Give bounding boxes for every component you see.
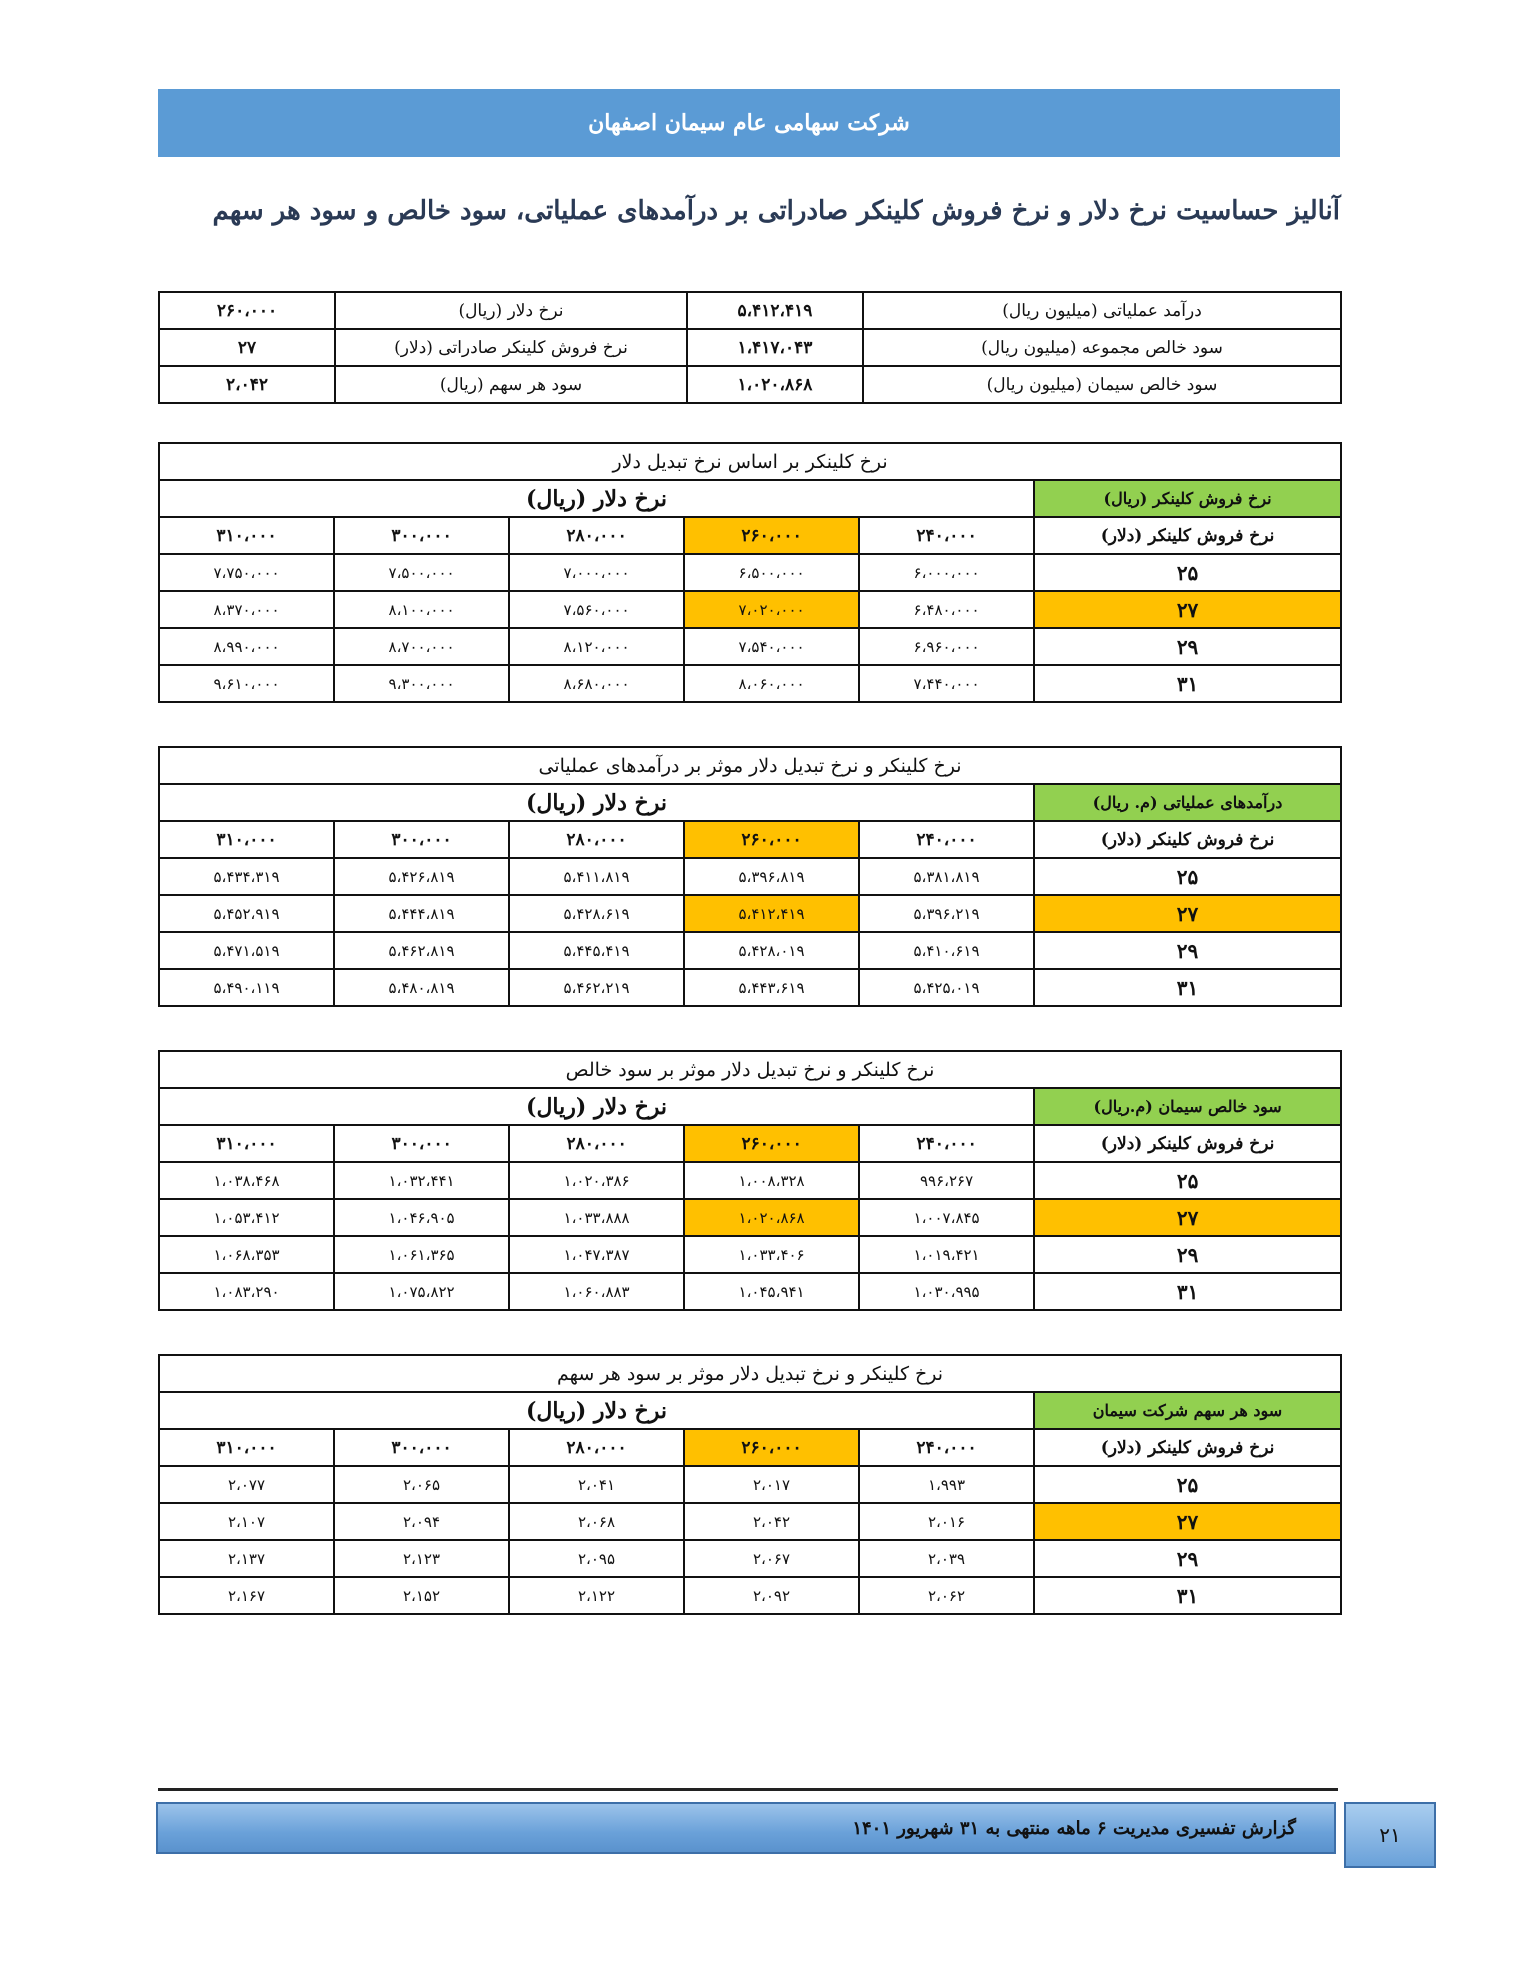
table-cell: ۱،۰۳۳،۸۸۸ [509,1199,684,1236]
row-label: ۲۹ [1034,932,1341,969]
table-cell: ۵،۳۸۱،۸۱۹ [859,858,1034,895]
table-cell: ۵،۴۲۵،۰۱۹ [859,969,1034,1006]
company-header [158,89,1340,157]
table-cell: ۲،۱۵۲ [334,1577,509,1614]
table-cell: ۵،۴۴۵،۴۱۹ [509,932,684,969]
table-cell: ۱،۰۰۸،۳۲۸ [684,1162,859,1199]
row-axis-label: نرخ فروش کلینکر (دلار) [1034,517,1341,554]
table-cell: ۵،۴۳۴،۳۱۹ [159,858,334,895]
row-label: ۲۷ [1034,591,1341,628]
column-header-row [159,1429,1341,1466]
table-title: نرخ کلینکر و نرخ تبدیل دلار موثر بر درآمدهای عملیاتی [159,747,1341,784]
table-cell: ۵،۴۱۰،۶۱۹ [859,932,1034,969]
summary-label: سود خالص سیمان (میلیون ریال) [863,366,1341,403]
table-cell: ۶،۹۶۰،۰۰۰ [859,628,1034,665]
column-header-row [159,1125,1341,1162]
table-cell: ۲،۰۴۱ [509,1466,684,1503]
base-case-cell: ۷،۰۲۰،۰۰۰ [684,591,859,628]
column-header: ۳۰۰،۰۰۰ [334,517,509,554]
summary-value: ۱،۴۱۷،۰۴۳ [687,329,863,366]
table-row-base [159,591,1341,628]
table-cell: ۲،۰۳۹ [859,1540,1034,1577]
column-header-base: ۲۶۰،۰۰۰ [684,1429,859,1466]
table-cell: ۲،۰۹۵ [509,1540,684,1577]
table-cell: ۵،۴۴۳،۶۱۹ [684,969,859,1006]
table-cell: ۱،۰۳۲،۴۴۱ [334,1162,509,1199]
table-cell: ۱،۹۹۳ [859,1466,1034,1503]
table-cell: ۱،۰۲۰،۳۸۶ [509,1162,684,1199]
table-cell: ۱،۰۷۵،۸۲۲ [334,1273,509,1310]
table-cell: ۷،۵۰۰،۰۰۰ [334,554,509,591]
table-cell: ۶،۰۰۰،۰۰۰ [859,554,1034,591]
row-label: ۲۹ [1034,628,1341,665]
row-label: ۲۵ [1034,1162,1341,1199]
column-header: ۳۰۰،۰۰۰ [334,1125,509,1162]
table-cell: ۱،۰۴۵،۹۴۱ [684,1273,859,1310]
column-header: ۳۱۰،۰۰۰ [159,1429,334,1466]
table-row [159,1273,1341,1310]
row-axis-label: نرخ فروش کلینکر (دلار) [1034,1125,1341,1162]
table-cell: ۵،۴۷۱،۵۱۹ [159,932,334,969]
summary-label: نرخ فروش کلینکر صادراتی (دلار) [335,329,687,366]
table-title: نرخ کلینکر و نرخ تبدیل دلار موثر بر سود هر سهم [159,1355,1341,1392]
summary-value: ۲۷ [159,329,335,366]
table-cell: ۲،۱۰۷ [159,1503,334,1540]
summary-row [159,329,1341,366]
table-cell: ۱،۰۳۰،۹۹۵ [859,1273,1034,1310]
summary-label: سود خالص مجموعه (میلیون ریال) [863,329,1341,366]
table-row [159,665,1341,702]
row-label: ۲۵ [1034,1466,1341,1503]
summary-value: ۲۶۰،۰۰۰ [159,292,335,329]
column-header: ۳۱۰،۰۰۰ [159,1125,334,1162]
table-cell: ۹،۳۰۰،۰۰۰ [334,665,509,702]
summary-row [159,366,1341,403]
base-case-cell: ۲،۰۴۲ [684,1503,859,1540]
table-cell: ۱،۰۱۹،۴۲۱ [859,1236,1034,1273]
table-title: نرخ کلینکر و نرخ تبدیل دلار موثر بر سود خالص [159,1051,1341,1088]
page-number: ۲۱ [1379,1823,1401,1847]
table-cell: ۵،۴۶۲،۸۱۹ [334,932,509,969]
table-row-base [159,1199,1341,1236]
column-header: ۲۴۰،۰۰۰ [859,821,1034,858]
table-row [159,932,1341,969]
corner-label: نرخ فروش کلینکر (ریال) [1034,480,1341,517]
summary-table [158,291,1342,404]
column-header: ۳۱۰،۰۰۰ [159,821,334,858]
table-cell: ۵،۴۹۰،۱۱۹ [159,969,334,1006]
table-cell: ۸،۹۹۰،۰۰۰ [159,628,334,665]
row-label: ۲۵ [1034,554,1341,591]
table-row [159,858,1341,895]
table-cell: ۶،۴۸۰،۰۰۰ [859,591,1034,628]
row-label: ۲۷ [1034,895,1341,932]
table-cell: ۸،۷۰۰،۰۰۰ [334,628,509,665]
summary-value: ۱،۰۲۰،۸۶۸ [687,366,863,403]
table-cell: ۱،۰۴۷،۳۸۷ [509,1236,684,1273]
table-row [159,1540,1341,1577]
dollar-rate-label: نرخ دلار (ریال) [159,480,1034,517]
row-label: ۲۷ [1034,1199,1341,1236]
table-cell: ۵،۴۱۱،۸۱۹ [509,858,684,895]
table-cell: ۲،۰۱۶ [859,1503,1034,1540]
column-header: ۲۴۰،۰۰۰ [859,517,1034,554]
table-cell: ۵،۳۹۶،۸۱۹ [684,858,859,895]
table-cell: ۱،۰۶۱،۳۶۵ [334,1236,509,1273]
table-row [159,1162,1341,1199]
row-label: ۳۱ [1034,969,1341,1006]
table-cell: ۱،۰۶۰،۸۸۳ [509,1273,684,1310]
column-header-row [159,821,1341,858]
footer-divider [158,1788,1338,1791]
table-cell: ۵،۴۲۶،۸۱۹ [334,858,509,895]
table-cell: ۷،۷۵۰،۰۰۰ [159,554,334,591]
table-row [159,969,1341,1006]
table-cell: ۷،۵۴۰،۰۰۰ [684,628,859,665]
table-cell: ۱،۰۸۳،۲۹۰ [159,1273,334,1310]
table-cell: ۸،۶۸۰،۰۰۰ [509,665,684,702]
table-cell: ۷،۵۶۰،۰۰۰ [509,591,684,628]
table-row-base [159,895,1341,932]
table-cell: ۵،۴۶۲،۲۱۹ [509,969,684,1006]
table-cell: ۵،۴۸۰،۸۱۹ [334,969,509,1006]
page-title: آنالیز حساسیت نرخ دلار و نرخ فروش کلینکر صادراتی بر درآمدهای عملیاتی، سود خالص و سود هر سهم [212,196,1340,226]
table-cell: ۲،۰۶۷ [684,1540,859,1577]
table-cell: ۹۹۶،۲۶۷ [859,1162,1034,1199]
column-header: ۲۸۰،۰۰۰ [509,1125,684,1162]
base-case-cell: ۵،۴۱۲،۴۱۹ [684,895,859,932]
column-header: ۲۸۰،۰۰۰ [509,1429,684,1466]
dollar-rate-label: نرخ دلار (ریال) [159,1088,1034,1125]
column-header: ۲۴۰،۰۰۰ [859,1125,1034,1162]
corner-label: سود هر سهم شرکت سیمان [1034,1392,1341,1429]
footer-bar [156,1802,1336,1854]
row-axis-label: نرخ فروش کلینکر (دلار) [1034,821,1341,858]
footer-report-title: گزارش تفسیری مدیریت ۶ ماهه منتهی به ۳۱ شهریور ۱۴۰۱ [852,1817,1296,1839]
table-cell: ۲،۰۶۵ [334,1466,509,1503]
table-row [159,1577,1341,1614]
table-cell: ۲،۱۲۳ [334,1540,509,1577]
table-cell: ۵،۳۹۶،۲۱۹ [859,895,1034,932]
column-header: ۳۰۰،۰۰۰ [334,821,509,858]
table-cell: ۱،۰۶۸،۳۵۳ [159,1236,334,1273]
table-cell: ۱،۰۳۳،۴۰۶ [684,1236,859,1273]
column-header-row [159,517,1341,554]
summary-row [159,292,1341,329]
column-header: ۳۱۰،۰۰۰ [159,517,334,554]
column-header: ۳۰۰،۰۰۰ [334,1429,509,1466]
operating-revenue-table [158,746,1342,1007]
column-header: ۲۸۰،۰۰۰ [509,517,684,554]
row-label: ۲۷ [1034,1503,1341,1540]
table-row [159,628,1341,665]
page-number-box [1344,1802,1436,1868]
summary-label: نرخ دلار (ریال) [335,292,687,329]
corner-label: سود خالص سیمان (م.ریال) [1034,1088,1341,1125]
table-row [159,554,1341,591]
row-axis-label: نرخ فروش کلینکر (دلار) [1034,1429,1341,1466]
summary-value: ۵،۴۱۲،۴۱۹ [687,292,863,329]
table-cell: ۱،۰۰۷،۸۴۵ [859,1199,1034,1236]
table-cell: ۲،۱۳۷ [159,1540,334,1577]
table-title: نرخ کلینکر بر اساس نرخ تبدیل دلار [159,443,1341,480]
table-cell: ۲،۰۷۷ [159,1466,334,1503]
column-header: ۲۴۰،۰۰۰ [859,1429,1034,1466]
table-cell: ۶،۵۰۰،۰۰۰ [684,554,859,591]
row-label: ۳۱ [1034,665,1341,702]
column-header-base: ۲۶۰،۰۰۰ [684,821,859,858]
table-cell: ۵،۴۵۲،۹۱۹ [159,895,334,932]
clinker-rate-table [158,442,1342,703]
table-cell: ۸،۳۷۰،۰۰۰ [159,591,334,628]
table-cell: ۵،۴۴۴،۸۱۹ [334,895,509,932]
table-cell: ۵،۴۲۸،۰۱۹ [684,932,859,969]
corner-label: درآمدهای عملیاتی (م. ریال) [1034,784,1341,821]
summary-label: درآمد عملیاتی (میلیون ریال) [863,292,1341,329]
summary-label: سود هر سهم (ریال) [335,366,687,403]
summary-value: ۲،۰۴۲ [159,366,335,403]
table-row [159,1466,1341,1503]
base-case-cell: ۱،۰۲۰،۸۶۸ [684,1199,859,1236]
table-row-base [159,1503,1341,1540]
table-cell: ۲،۰۹۲ [684,1577,859,1614]
table-cell: ۵،۴۲۸،۶۱۹ [509,895,684,932]
table-cell: ۲،۰۶۸ [509,1503,684,1540]
row-label: ۳۱ [1034,1577,1341,1614]
table-cell: ۱،۰۵۳،۴۱۲ [159,1199,334,1236]
table-cell: ۸،۱۲۰،۰۰۰ [509,628,684,665]
dollar-rate-label: نرخ دلار (ریال) [159,1392,1034,1429]
table-cell: ۲،۱۲۲ [509,1577,684,1614]
row-label: ۲۹ [1034,1236,1341,1273]
dollar-rate-label: نرخ دلار (ریال) [159,784,1034,821]
row-label: ۳۱ [1034,1273,1341,1310]
table-cell: ۷،۴۴۰،۰۰۰ [859,665,1034,702]
row-label: ۲۵ [1034,858,1341,895]
table-cell: ۲،۱۶۷ [159,1577,334,1614]
column-header-base: ۲۶۰،۰۰۰ [684,517,859,554]
table-cell: ۲،۰۱۷ [684,1466,859,1503]
table-cell: ۲،۰۹۴ [334,1503,509,1540]
company-name: شرکت سهامی عام سیمان اصفهان [588,110,910,136]
table-cell: ۷،۰۰۰،۰۰۰ [509,554,684,591]
table-cell: ۹،۶۱۰،۰۰۰ [159,665,334,702]
table-cell: ۸،۱۰۰،۰۰۰ [334,591,509,628]
net-profit-table [158,1050,1342,1311]
table-cell: ۲،۰۶۲ [859,1577,1034,1614]
row-label: ۲۹ [1034,1540,1341,1577]
column-header-base: ۲۶۰،۰۰۰ [684,1125,859,1162]
table-row [159,1236,1341,1273]
table-cell: ۱،۰۴۶،۹۰۵ [334,1199,509,1236]
column-header: ۲۸۰،۰۰۰ [509,821,684,858]
table-cell: ۱،۰۳۸،۴۶۸ [159,1162,334,1199]
table-cell: ۸،۰۶۰،۰۰۰ [684,665,859,702]
eps-table [158,1354,1342,1615]
